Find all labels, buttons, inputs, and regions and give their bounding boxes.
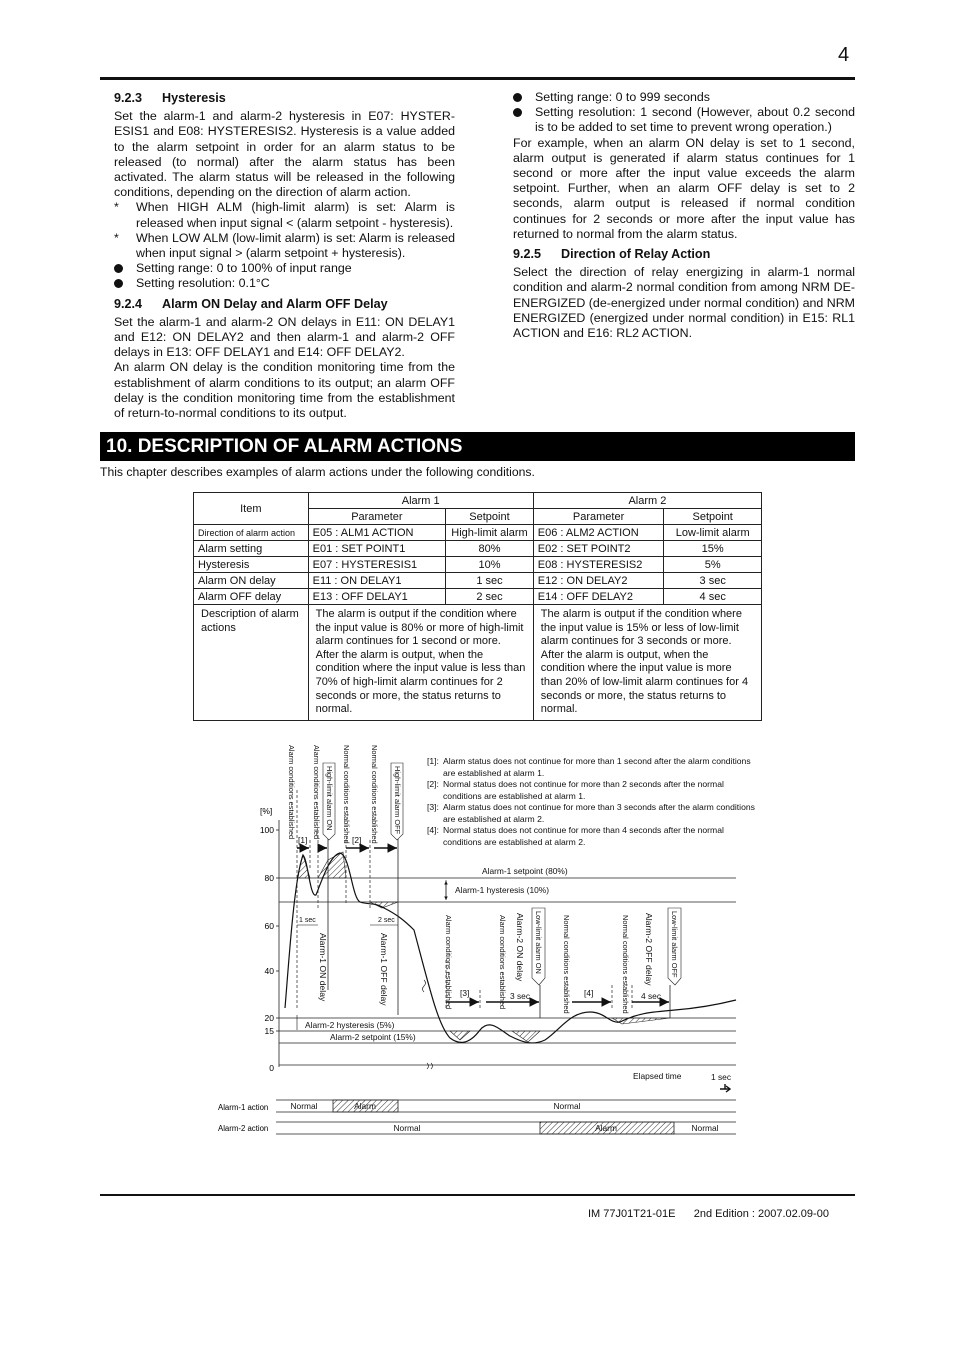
table-cell: 80% bbox=[446, 541, 534, 557]
y-tick: 80 bbox=[264, 873, 274, 883]
alarm1-action-label: Alarm-1 action bbox=[218, 1103, 269, 1112]
table-cell: E08 : HYSTERESIS2 bbox=[533, 557, 664, 573]
bottom-rule bbox=[100, 1194, 855, 1196]
label-alarm2-off-delay: Alarm-2 OFF delay bbox=[644, 913, 654, 986]
y-tick: 60 bbox=[264, 921, 274, 931]
state-normal: Normal bbox=[393, 1123, 421, 1133]
header-alarm1: Alarm 1 bbox=[308, 493, 533, 509]
alarm-region-5 bbox=[512, 1031, 540, 1042]
table-cell: 10% bbox=[446, 557, 534, 573]
table-cell: Alarm OFF delay bbox=[194, 589, 309, 605]
list-item: * When LOW ALM (low-limit alarm) is set: Alarm is released when input signal > (alarm setpoint + hysteresis). bbox=[114, 230, 455, 261]
section-title-bar: 10. DESCRIPTION OF ALARM ACTIONS bbox=[100, 432, 855, 461]
y-tick: 40 bbox=[264, 966, 274, 976]
alarm2-setpoint-label: Alarm-2 setpoint (15%) bbox=[330, 1032, 416, 1042]
page-footer: IM 77J01T21-01E 2nd Edition : 2007.02.09-00 bbox=[588, 1208, 829, 1220]
table-cell: 5% bbox=[664, 557, 762, 573]
table-cell: High-limit alarm bbox=[446, 525, 534, 541]
alarm-region-2 bbox=[318, 852, 346, 878]
table-cell: Direction of alarm action bbox=[194, 525, 309, 541]
y-tick: 20 bbox=[264, 1013, 274, 1023]
table-cell: E01 : SET POINT1 bbox=[308, 541, 446, 557]
table-cell: E05 : ALM1 ACTION bbox=[308, 525, 446, 541]
table-cell: 3 sec bbox=[664, 573, 762, 589]
heading-9-2-4: 9.2.4 Alarm ON Delay and Alarm OFF Delay bbox=[114, 296, 388, 311]
tag-3: [3] bbox=[460, 988, 470, 998]
state-normal: Normal bbox=[691, 1123, 719, 1133]
alarm1-action-bar bbox=[276, 1100, 736, 1112]
list-item: Setting range: 0 to 100% of input range bbox=[114, 261, 455, 276]
hysteresis-body: Set the alarm-1 and alarm-2 hysteresis in E07: HYSTER-ESIS1 and E08: HYSTERESIS2. Hysteresis is a value added to the alarm setpoint in order for an alarm status to be released (to normal) after the alarm status has been activated. The alarm status will be released in the following conditions, depending on the direction of alarm action. bbox=[114, 109, 455, 200]
delay-body-2: An alarm ON delay is the condition monitoring time from the establishment of alarm conditions to its output; an alarm OFF delay is the condition monitoring time from the establishment of return-to-normal conditions to its output. bbox=[114, 360, 455, 421]
section-intro: This chapter describes examples of alarm actions under the following conditions. bbox=[100, 465, 535, 479]
table-cell: 2 sec bbox=[446, 589, 534, 605]
table-cell: Alarm ON delay bbox=[194, 573, 309, 589]
heading-9-2-3: 9.2.3 Hysteresis bbox=[114, 91, 226, 105]
table-cell: 15% bbox=[664, 541, 762, 557]
list-item: * When HIGH ALM (high-limit alarm) is set: Alarm is released when input signal < (alarm setpoint - hysteresis). bbox=[114, 200, 455, 230]
y-tick: 15 bbox=[264, 1026, 274, 1036]
table-cell: Low-limit alarm bbox=[664, 525, 762, 541]
table-cell: Hysteresis bbox=[194, 557, 309, 573]
header-alarm2: Alarm 2 bbox=[533, 493, 761, 509]
label-normal-conditions: Normal conditions established bbox=[562, 915, 571, 1014]
alarm2-description: The alarm is output if the condition where the input value is 15% or less of low-limit alarm continues for 3 seconds or more. After the alarm is output, when the condition where the input value is more than 20% of low-limit alarm continues for 4 seconds or more, the status returns to normal. bbox=[533, 605, 761, 721]
list-item: Setting resolution: 0.1°C bbox=[114, 276, 455, 291]
label-alarm2-on-delay: Alarm-2 ON delay bbox=[515, 913, 525, 982]
list-item: Setting range: 0 to 999 seconds bbox=[513, 90, 855, 105]
label-high-alarm-on: High-limit alarm ON bbox=[325, 766, 334, 831]
label-low-alarm-off: Low-limit alarm OFF bbox=[670, 911, 679, 978]
table-cell: Alarm setting bbox=[194, 541, 309, 557]
heading-9-2-5: 9.2.5 Direction of Relay Action bbox=[513, 247, 711, 262]
label-alarm-conditions: Alarm conditions established bbox=[444, 915, 453, 1010]
header-item: Item bbox=[194, 493, 309, 525]
state-alarm: Alarm bbox=[595, 1123, 617, 1133]
delay-example-body: For example, when an alarm ON delay is set to 1 second, alarm output is generated if alarm status continues for 1 second or more after the input value exceeds the alarm setpoint. Further, when an alarm OFF delay is set to 2 seconds, alarm output is released if normal condition continues for 2 seconds or more after the input value has returned to normal from the alarm status. bbox=[513, 135, 855, 241]
header-parameter: Parameter bbox=[533, 509, 664, 525]
tag-4: [4] bbox=[584, 988, 594, 998]
tag-2: [2] bbox=[352, 835, 362, 845]
alarm2-action-label: Alarm-2 action bbox=[218, 1124, 269, 1133]
alarm1-description: The alarm is output if the condition where the input value is 80% or more of high-limit alarm continues for 1 second or more. After the alarm is output, when the condition where the input value is less than 70% of high-limit alarm continues for 2 seconds or more, the status returns to normal. bbox=[308, 605, 533, 721]
table-cell: E14 : OFF DELAY2 bbox=[533, 589, 664, 605]
page-number: 4 bbox=[838, 44, 850, 66]
note-item: [1]: Alarm status does not continue for more than 1 second after the alarm conditions are established at alarm 1. bbox=[427, 756, 751, 778]
label-alarm1-off-delay: Alarm-1 OFF delay bbox=[379, 933, 389, 1006]
label-alarm-conditions: Alarm conditions established bbox=[312, 745, 321, 840]
two-sec-label: 2 sec bbox=[378, 917, 395, 924]
elapsed-time-label: Elapsed time bbox=[633, 1071, 682, 1081]
table-cell: E13 : OFF DELAY1 bbox=[308, 589, 446, 605]
four-sec-label: 4 sec bbox=[641, 991, 662, 1001]
y-tick: 100 bbox=[259, 825, 274, 835]
label-normal-conditions: Normal conditions established bbox=[342, 745, 351, 844]
alarm1-setpoint-label: Alarm-1 setpoint (80%) bbox=[482, 866, 568, 876]
table-cell: 1 sec bbox=[446, 573, 534, 589]
note-item: [3]: Alarm status does not continue for more than 3 seconds after the alarm conditions are established at alarm 2. bbox=[427, 802, 755, 824]
header-setpoint: Setpoint bbox=[446, 509, 534, 525]
list-item: Setting resolution: 1 second (However, about 0.2 second is to be added to set time to prevent wrong operation.) bbox=[513, 105, 855, 135]
state-alarm: Alarm bbox=[354, 1101, 376, 1111]
alarm-region-3 bbox=[370, 902, 398, 908]
tag-1: [1] bbox=[298, 835, 308, 845]
label-normal-conditions: Normal conditions established bbox=[370, 745, 379, 844]
state-normal: Normal bbox=[553, 1101, 581, 1111]
label-low-alarm-on: Low-limit alarm ON bbox=[534, 911, 543, 974]
label-alarm1-on-delay: Alarm-1 ON delay bbox=[318, 933, 328, 1002]
table-cell: E07 : HYSTERESIS1 bbox=[308, 557, 446, 573]
state-normal: Normal bbox=[290, 1101, 318, 1111]
alarm-region-4 bbox=[450, 1031, 470, 1040]
table-cell: E06 : ALM2 ACTION bbox=[533, 525, 664, 541]
elapsed-unit-label: 1 sec bbox=[711, 1072, 732, 1082]
table-cell: Description of alarm actions bbox=[194, 605, 309, 721]
three-sec-label: 3 sec bbox=[510, 991, 531, 1001]
one-sec-label: 1 sec bbox=[299, 917, 316, 924]
label-normal-conditions: Normal conditions established bbox=[621, 915, 630, 1014]
table-cell: E02 : SET POINT2 bbox=[533, 541, 664, 557]
alarm2-hysteresis-label: Alarm-2 hysteresis (5%) bbox=[305, 1020, 395, 1030]
label-high-alarm-off: High-limit alarm OFF bbox=[393, 766, 402, 835]
header-setpoint: Setpoint bbox=[664, 509, 762, 525]
relay-body: Select the direction of relay energizing in alarm-1 normal condition and alarm-2 normal condition from among NRM DE-ENERGIZED (de-energized under normal condition) and NRM ENERGIZED (energized under normal condition) in E15: RL1 ACTION and E16: RL2 ACTION. bbox=[513, 265, 855, 341]
table-cell: E12 : ON DELAY2 bbox=[533, 573, 664, 589]
note-item: [2]: Normal status does not continue for more than 2 seconds after the normal conditions are established at alarm 1. bbox=[427, 779, 724, 801]
label-alarm-conditions: Alarm conditions established bbox=[287, 745, 296, 840]
alarm2-action-bar bbox=[276, 1122, 736, 1134]
note-item: [4]: Normal status does not continue for more than 4 seconds after the normal conditions are established at alarm 2. bbox=[427, 825, 724, 847]
table-cell: 4 sec bbox=[664, 589, 762, 605]
alarm1-hysteresis-label: Alarm-1 hysteresis (10%) bbox=[455, 885, 550, 895]
delay-body-1: Set the alarm-1 and alarm-2 ON delays in E11: ON DELAY1 and E12: ON DELAY2 and then alarm-1 and alarm-2 OFF delays in E13: OFF DELAY1 and E14: OFF DELAY2. bbox=[114, 314, 455, 360]
y-unit-label: [%] bbox=[260, 806, 273, 816]
label-alarm-conditions: Alarm conditions established bbox=[498, 915, 507, 1010]
table-cell: E11 : ON DELAY1 bbox=[308, 573, 446, 589]
header-parameter: Parameter bbox=[308, 509, 446, 525]
y-tick: 0 bbox=[269, 1063, 274, 1073]
